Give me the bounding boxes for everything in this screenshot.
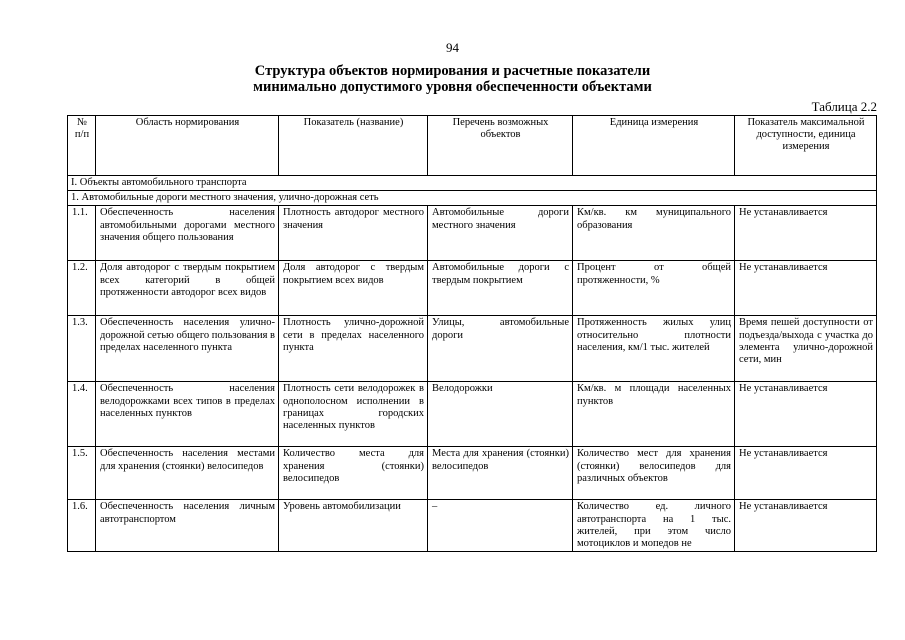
row-indicator: Плотность сети велодорожек в однополосном исполнении в границах городских населенных пунктов [279,382,428,447]
row-access: Время пешей доступности от подъезда/выхода с участка до элемента улично-дорожной сети, мин [735,316,877,382]
row-area: Доля автодорог с твердым покрытием всех категорий в общей протяженности автодорог всех видов [96,261,279,316]
row-area: Обеспеченность населения личным автотранспортом [96,500,279,552]
table-row [68,261,877,316]
header-area: Область нормирования [96,116,279,176]
header-objects: Перечень возможных объектов [428,116,573,176]
row-number: 1.1. [68,206,96,261]
subsection-title: 1. Автомобильные дороги местного значения, улично-дорожная сеть [68,191,877,206]
header-unit: Единица измерения [573,116,735,176]
row-number: 1.4. [68,382,96,447]
row-objects: Автомобильные дороги местного значения [428,206,573,261]
row-objects: – [428,500,573,552]
page-number: 94 [446,40,459,55]
row-indicator: Количество места для хранения (стоянки) велосипедов [279,447,428,500]
row-unit: Км/кв. км муниципального образования [573,206,735,261]
row-objects: Автомобильные дороги с твердым покрытием [428,261,573,316]
header-indicator: Показатель (название) [279,116,428,176]
header-number: № п/п [68,116,96,176]
row-unit: Процент от общей протяженности, % [573,261,735,316]
row-number: 1.5. [68,447,96,500]
row-access: Не устанавливается [735,382,877,447]
table-caption: Таблица 2.2 [811,99,877,114]
row-area: Обеспеченность населения автомобильными дорогами местного значения общего пользования [96,206,279,261]
row-access: Не устанавливается [735,447,877,500]
subsection-row [68,191,877,206]
section-row [68,176,877,191]
row-access: Не устанавливается [735,500,877,552]
row-unit: Количество ед. личного автотранспорта на 1 тыс. жителей, при этом число мотоциклов и мопедов не [573,500,735,552]
row-area: Обеспеченность населения велодорожками всех типов в пределах населенных пунктов [96,382,279,447]
row-unit: Протяженность жилых улиц относительно плотности населения, км/1 тыс. жителей [573,316,735,382]
header-access: Показатель максимальной доступности, единица измерения [735,116,877,176]
row-unit: Км/кв. м площади населенных пунктов [573,382,735,447]
row-number: 1.6. [68,500,96,552]
document-title [0,63,905,95]
row-indicator: Уровень автомобилизации [279,500,428,552]
table-row [68,206,877,261]
row-indicator: Плотность улично-дорожной сети в пределах населенного пункта [279,316,428,382]
row-objects: Улицы, автомобильные дороги [428,316,573,382]
row-indicator: Плотность автодорог местного значения [279,206,428,261]
row-access: Не устанавливается [735,206,877,261]
title-line-2: минимально допустимого уровня обеспеченности объектами [253,79,652,95]
row-objects: Места для хранения (стоянки) велосипедов [428,447,573,500]
row-number: 1.3. [68,316,96,382]
table-row [68,316,877,382]
row-objects: Велодорожки [428,382,573,447]
norms-table [67,115,877,552]
table-row [68,500,877,552]
row-number: 1.2. [68,261,96,316]
row-area: Обеспеченность населения местами для хранения (стоянки) велосипедов [96,447,279,500]
row-unit: Количество мест для хранения (стоянки) велосипедов для различных объектов [573,447,735,500]
row-area: Обеспеченность населения улично-дорожной сетью общего пользования в пределах населенного пункта [96,316,279,382]
title-line-1: Структура объектов нормирования и расчетные показатели [254,63,651,79]
section-title: I. Объекты автомобильного транспорта [68,176,877,191]
table-row [68,382,877,447]
row-access: Не устанавливается [735,261,877,316]
table-header-row [68,116,877,176]
row-indicator: Доля автодорог с твердым покрытием всех видов [279,261,428,316]
table-row [68,447,877,500]
